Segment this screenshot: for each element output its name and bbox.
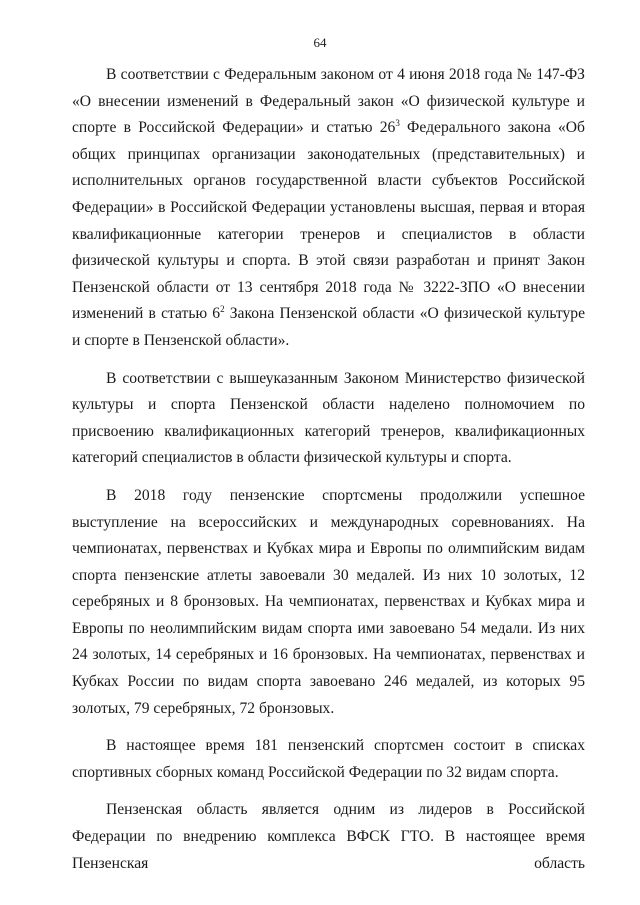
paragraph-text-part: Федерального закона «Об общих принципах организации законодательных (представительных) и исполнительных органов государственной власти субъектов Российской Федерации» в Российской Федерации установлены высшая, первая и вторая квалификационные категории тренеров и специалистов в области физической культуры и спорта. В этой связи разработан и принят Закон Пензенской области от 13 сентября 2018 года № 3222-ЗПО «О внесении изменений в статью 6 (72, 119, 585, 323)
paragraph-text-part: Закона Пензенской области «О физической культуре и спорте в Пензенской области». (72, 305, 585, 349)
superscript: 3 (395, 118, 400, 129)
paragraph-medal-results: В 2018 году пензенские спортсмены продолжили успешное выступление на всероссийских и международных соревнованиях. На чемпионатах, первенствах и Кубках мира и Европы по олимпийским видам спорта пензенские атлеты завоевали 30 медалей. Из них 10 золотых, 12 серебряных и 8 бронзовых. На чемпионатах, первенствах и Кубках мира и Европы по неолимпийским видам спорта ими завоевано 54 медали. Из них 24 золотых, 14 серебряных и 16 бронзовых. На чемпионатах, первенствах и Кубках России по видам спорта завоевано 246 медалей, из которых 95 золотых, 79 серебряных, 72 бронзовых. (72, 486, 585, 717)
paragraph-national-teams: В настоящее время 181 пензенский спортсмен состоит в списках спортивных сборных команд Российской Федерации по 32 видам спорта. (72, 737, 585, 781)
paragraph-gto-complex: Пензенская область является одним из лидеров в Российской Федерации по внедрению комплекса ВФСК ГТО. В настоящее время Пензенская область (72, 801, 585, 872)
paragraph-text-part: В соответствии с Федеральным законом от 4 июня 2018 года № 147-ФЗ «О внесении изменений в Федеральный закон «О физической культуре и спорте в Российской Федерации» и статью 26 (72, 66, 585, 137)
page-number: 64 (313, 35, 327, 50)
body-text (72, 62, 585, 888)
paragraph-qualification-law (72, 62, 585, 355)
paragraph-ministry-authority: В соответствии с вышеуказанным Законом Министерство физической культуры и спорта Пензенской области наделено полномочием по присвоению квалификационных категорий тренеров, квалификационных категорий специалистов в области физической культуры и спорта. (72, 369, 585, 467)
superscript: 2 (220, 304, 225, 315)
